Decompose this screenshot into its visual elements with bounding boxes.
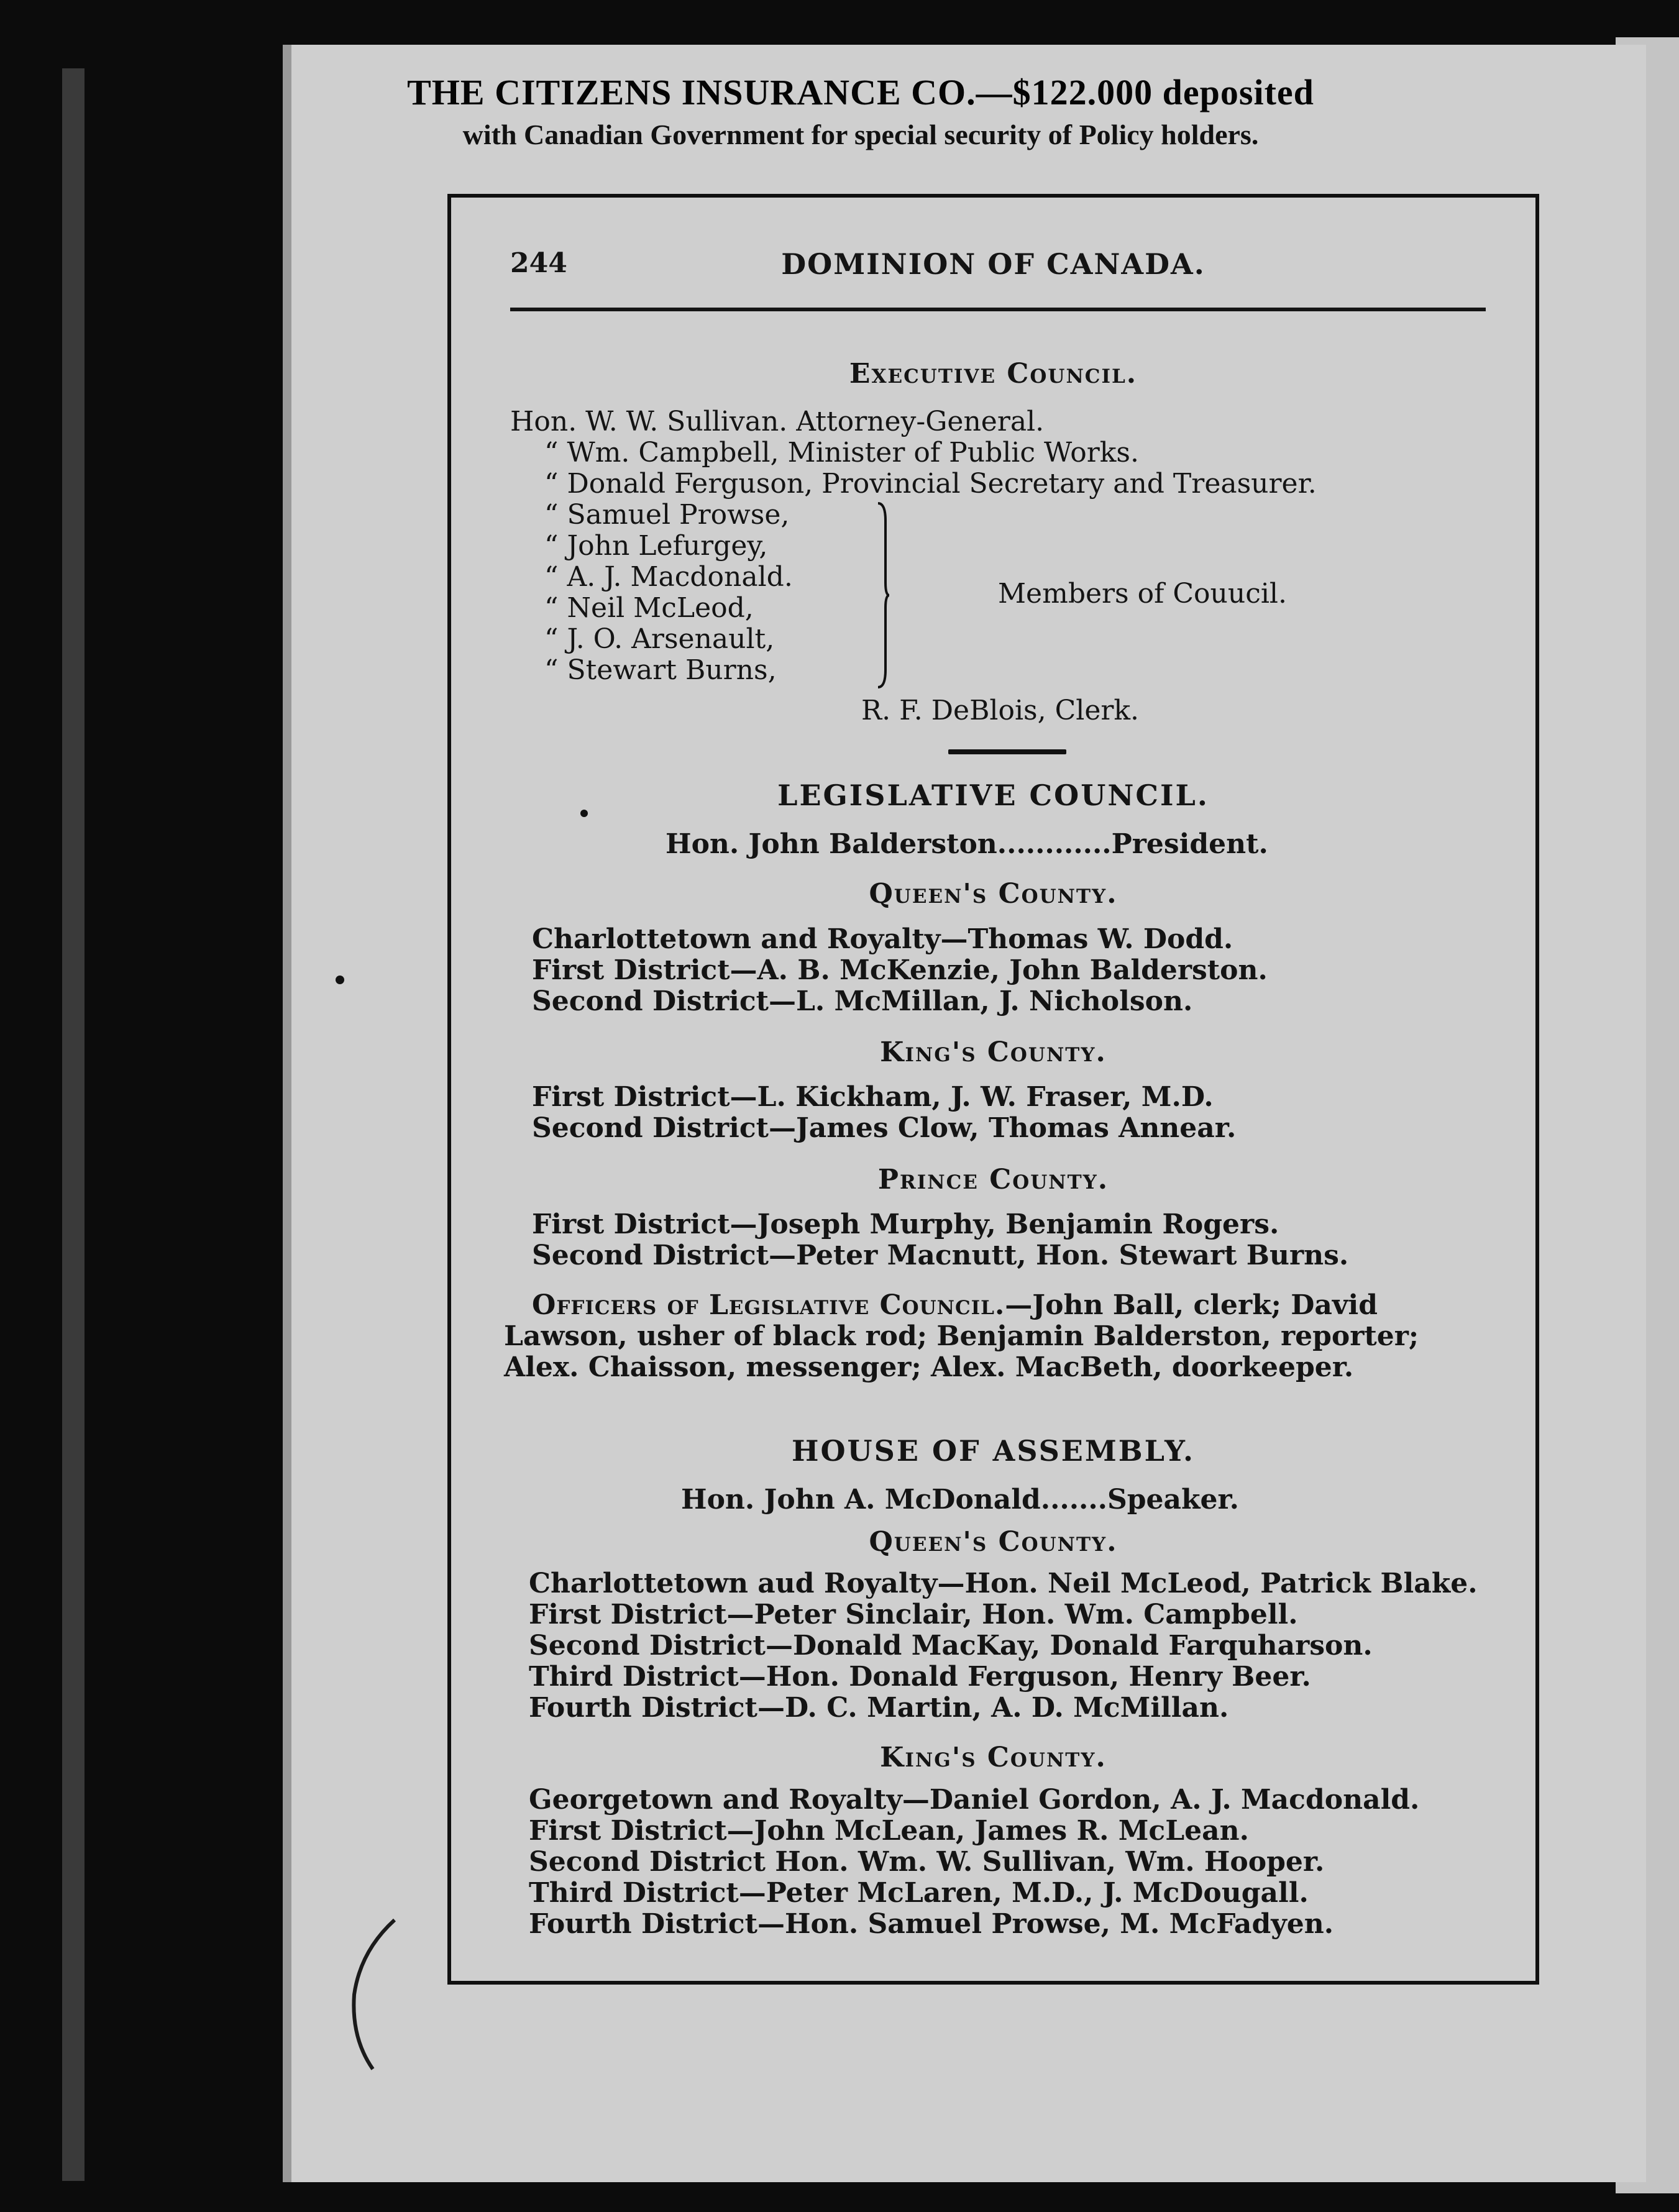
district-line: Fourth District—D. C. Martin, A. D. McMillan.	[529, 1692, 1229, 1724]
header-rule	[510, 308, 1486, 311]
exec-member-line: “ Neil McLeod,	[544, 592, 754, 624]
banner-line-2: with Canadian Government for special security of Policy holders.	[462, 119, 1259, 150]
exec-member-line: “ Donald Ferguson, Provincial Secretary and Treasurer.	[544, 468, 1317, 500]
page-number: 244	[510, 247, 567, 279]
district-line: Georgetown and Royalty—Daniel Gordon, A. J. Macdonald.	[529, 1784, 1420, 1816]
section-divider	[948, 749, 1066, 754]
district-line: First District—John McLean, James R. McLean.	[529, 1815, 1249, 1847]
officers-text: —John Ball, clerk; David	[1005, 1289, 1378, 1321]
executive-clerk: R. F. DeBlois, Clerk.	[861, 695, 1140, 726]
executive-council-heading: Executive Council.	[849, 358, 1138, 390]
officers-paragraph-line-1	[532, 1289, 1378, 1321]
district-line: Second District—James Clow, Thomas Annear.	[532, 1112, 1237, 1144]
kings-county-heading: King's County.	[880, 1742, 1107, 1773]
legislative-council-heading: LEGISLATIVE COUNCIL.	[777, 779, 1209, 812]
officers-paragraph-line-2: Lawson, usher of black rod; Benjamin Balderston, reporter;	[504, 1320, 1419, 1352]
district-line: First District—Joseph Murphy, Benjamin Rogers.	[532, 1209, 1279, 1240]
prince-county-heading: Prince County.	[877, 1164, 1109, 1195]
legislative-president: Hon. John Balderston............President.	[666, 828, 1268, 860]
exec-member-line: “ Stewart Burns,	[544, 654, 777, 686]
district-line: First District—A. B. McKenzie, John Balderston.	[532, 954, 1268, 986]
members-of-council-label: Members of Couucil.	[998, 578, 1287, 610]
district-line: Fourth District—Hon. Samuel Prowse, M. McFadyen.	[529, 1908, 1334, 1940]
exec-member-line: “ Samuel Prowse,	[544, 499, 790, 531]
district-line: Third District—Hon. Donald Ferguson, Henry Beer.	[529, 1661, 1311, 1693]
district-line: First District—L. Kickham, J. W. Fraser, M.D.	[532, 1081, 1214, 1113]
exec-member-line: Hon. W. W. Sullivan. Attorney-General.	[510, 406, 1045, 437]
officers-paragraph-line-3: Alex. Chaisson, messenger; Alex. MacBeth, doorkeeper.	[504, 1351, 1354, 1383]
district-line: Second District Hon. Wm. W. Sullivan, Wm. Hooper.	[529, 1846, 1325, 1878]
district-line: Second District—L. McMillan, J. Nicholson.	[532, 985, 1193, 1017]
insurance-banner	[186, 71, 1535, 151]
district-line: Charlottetown aud Royalty—Hon. Neil McLeod, Patrick Blake.	[529, 1568, 1478, 1599]
officers-label: Officers of Legislative Council.	[532, 1289, 1005, 1321]
house-of-assembly-heading: HOUSE OF ASSEMBLY.	[792, 1434, 1195, 1468]
assembly-speaker: Hon. John A. McDonald.......Speaker.	[681, 1484, 1239, 1515]
curly-brace-icon	[877, 502, 889, 688]
district-line: Third District—Peter McLaren, M.D., J. McDougall.	[529, 1877, 1309, 1909]
ink-speck	[336, 976, 344, 984]
queens-county-heading: Queen's County.	[869, 878, 1118, 910]
running-title: DOMINION OF CANADA.	[781, 247, 1205, 281]
exec-member-line: “ Wm. Campbell, Minister of Public Works.	[544, 437, 1139, 468]
ink-speck	[580, 810, 588, 817]
queens-county-heading: Queen's County.	[869, 1526, 1118, 1558]
kings-county-heading: King's County.	[880, 1036, 1107, 1068]
film-edge-strip	[62, 68, 85, 2181]
district-line: Second District—Donald MacKay, Donald Farquharson.	[529, 1630, 1373, 1661]
pen-scratch-mark	[336, 1914, 404, 2075]
banner-line-1: THE CITIZENS INSURANCE CO.—$122.000 deposited	[407, 72, 1314, 112]
district-line: Charlottetown and Royalty—Thomas W. Dodd.	[532, 923, 1233, 955]
page-frame	[447, 194, 1539, 1985]
district-line: First District—Peter Sinclair, Hon. Wm. Campbell.	[529, 1599, 1298, 1630]
exec-member-line: “ A. J. Macdonald.	[544, 561, 793, 593]
district-line: Second District—Peter Macnutt, Hon. Stewart Burns.	[532, 1240, 1349, 1271]
exec-member-line: “ J. O. Arsenault,	[544, 623, 775, 655]
exec-member-line: “ John Lefurgey,	[544, 530, 768, 562]
